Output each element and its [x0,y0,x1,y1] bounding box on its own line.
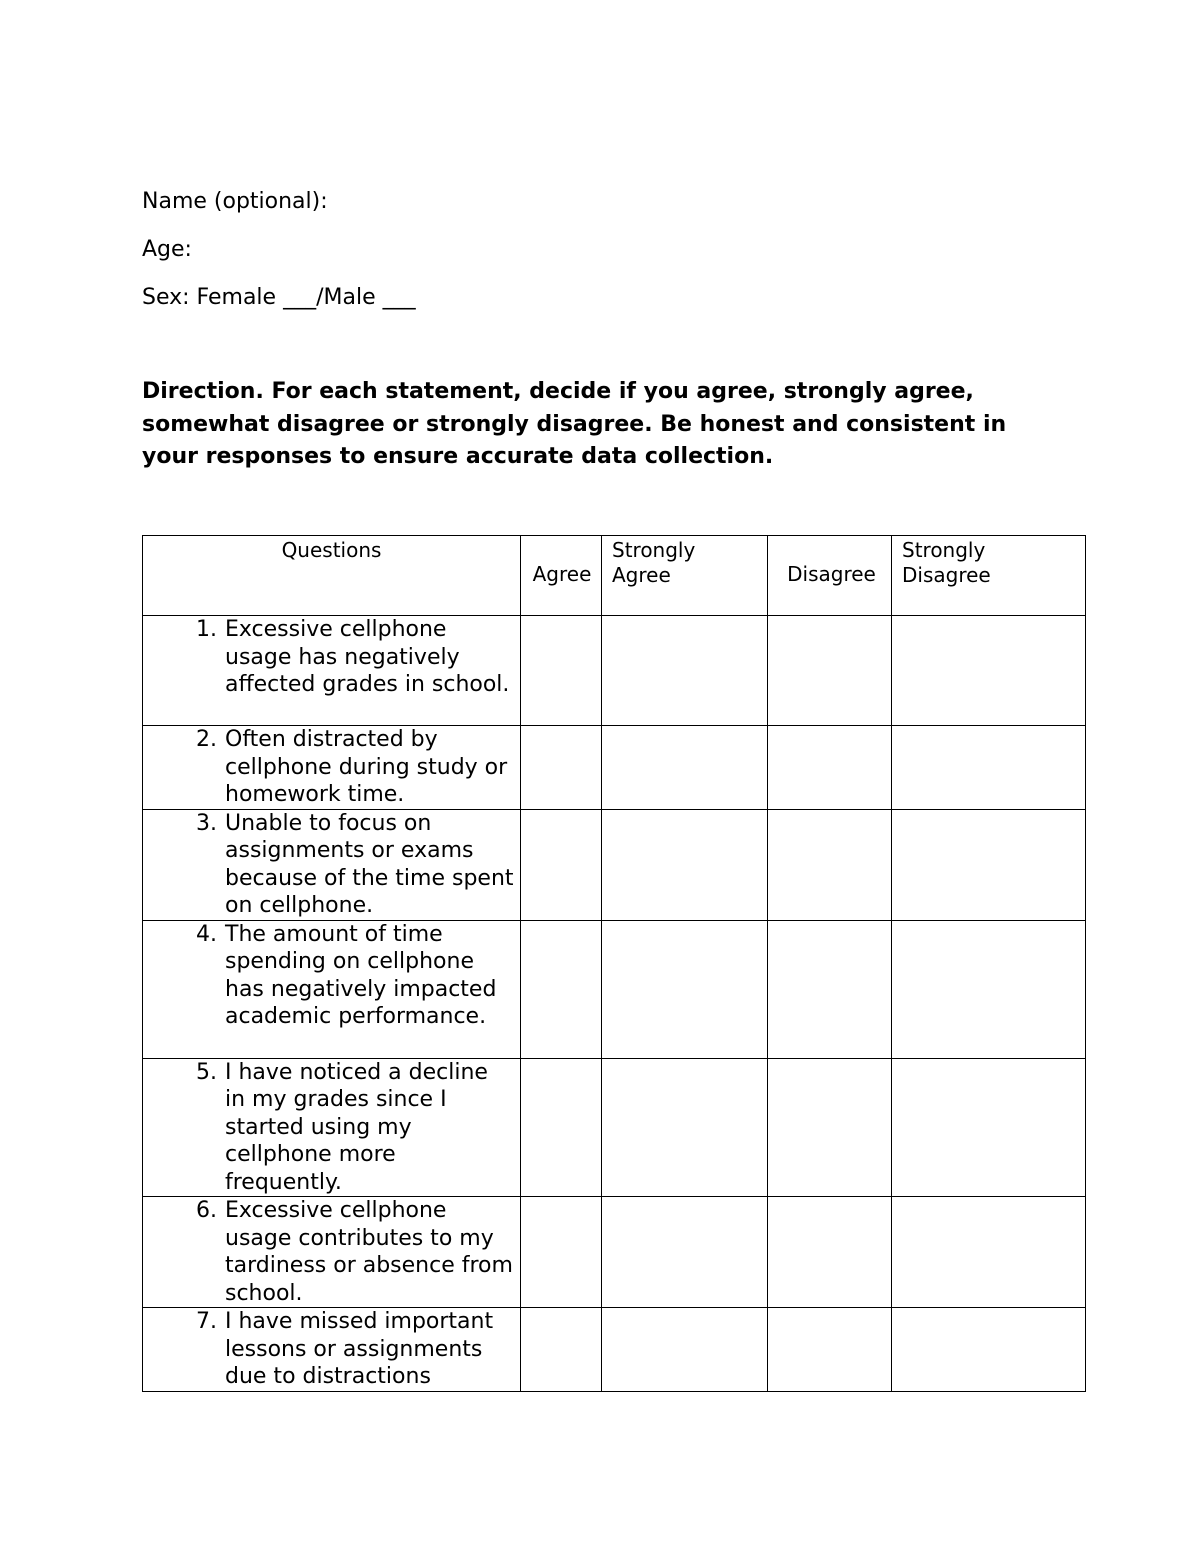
question-number: 5. [196,1059,217,1085]
question-text: I have missed important lessons or assignments due to distractions [225,1309,494,1389]
sex-field-label: Sex: Female ___/Male ___ [142,285,416,310]
agree-cell[interactable] [521,1308,602,1392]
question-cell [143,1308,521,1392]
question-cell [143,1058,521,1197]
header-disagree: Disagree [768,536,892,616]
question-number: 7. [196,1309,217,1334]
question-text: Unable to focus on assignments or exams because of the time spent on cellphone. [225,810,514,918]
strongly-agree-cell[interactable] [602,616,768,726]
question-number: 3. [196,810,217,836]
question-number: 1. [196,617,217,642]
disagree-cell[interactable] [768,1308,892,1392]
question-cell [143,726,521,810]
question-text: I have noticed a decline in my grades since I started using my cellphone more frequently. [225,1059,488,1195]
disagree-cell[interactable] [768,920,892,1058]
table-row [143,1308,1086,1392]
table-row [143,726,1086,810]
table-row [143,809,1086,920]
table-header-row [143,536,1086,616]
header-agree: Agree [521,536,602,616]
disagree-cell[interactable] [768,726,892,810]
question-text: Excessive cellphone usage contributes to my tardiness or absence from school. [225,1198,513,1306]
age-field-label: Age: [142,237,192,262]
strongly-agree-cell[interactable] [602,920,768,1058]
strongly-agree-cell[interactable] [602,1197,768,1308]
agree-cell[interactable] [521,1197,602,1308]
strongly-disagree-cell[interactable] [892,809,1086,920]
table-row [143,920,1086,1058]
direction-text: Direction. For each statement, decide if you agree, strongly agree, somewhat disagree or strongly disagree. Be honest and consistent in your responses to ensure accurate data collection. [142,379,1007,469]
question-cell [143,809,521,920]
question-text: Excessive cellphone usage has negatively affected grades in school. [225,617,510,697]
agree-cell[interactable] [521,920,602,1058]
strongly-disagree-cell[interactable] [892,616,1086,726]
agree-cell[interactable] [521,616,602,726]
disagree-cell[interactable] [768,1197,892,1308]
strongly-disagree-cell[interactable] [892,920,1086,1058]
strongly-agree-cell[interactable] [602,726,768,810]
header-strongly-agree: Strongly Agree [602,536,768,616]
question-text: Often distracted by cellphone during study or homework time. [225,727,508,807]
strongly-agree-cell[interactable] [602,1308,768,1392]
question-number: 2. [196,727,217,752]
strongly-disagree-cell[interactable] [892,1058,1086,1197]
name-field-label: Name (optional): [142,189,328,214]
table-row [143,1058,1086,1197]
strongly-disagree-cell[interactable] [892,1308,1086,1392]
table-row [143,616,1086,726]
question-number: 4. [196,921,217,947]
agree-cell[interactable] [521,1058,602,1197]
strongly-agree-cell[interactable] [602,1058,768,1197]
question-cell [143,1197,521,1308]
agree-cell[interactable] [521,809,602,920]
strongly-disagree-cell[interactable] [892,726,1086,810]
question-number: 6. [196,1198,217,1223]
header-strongly-disagree: Strongly Disagree [892,536,1086,616]
table-row [143,1197,1086,1308]
disagree-cell[interactable] [768,616,892,726]
question-cell [143,616,521,726]
question-text: The amount of time spending on cellphone has negatively impacted academic performance. [225,921,497,1029]
disagree-cell[interactable] [768,809,892,920]
survey-table [142,535,1086,1392]
strongly-agree-cell[interactable] [602,809,768,920]
strongly-disagree-cell[interactable] [892,1197,1086,1308]
header-questions: Questions [143,536,521,616]
disagree-cell[interactable] [768,1058,892,1197]
agree-cell[interactable] [521,726,602,810]
question-cell [143,920,521,1058]
